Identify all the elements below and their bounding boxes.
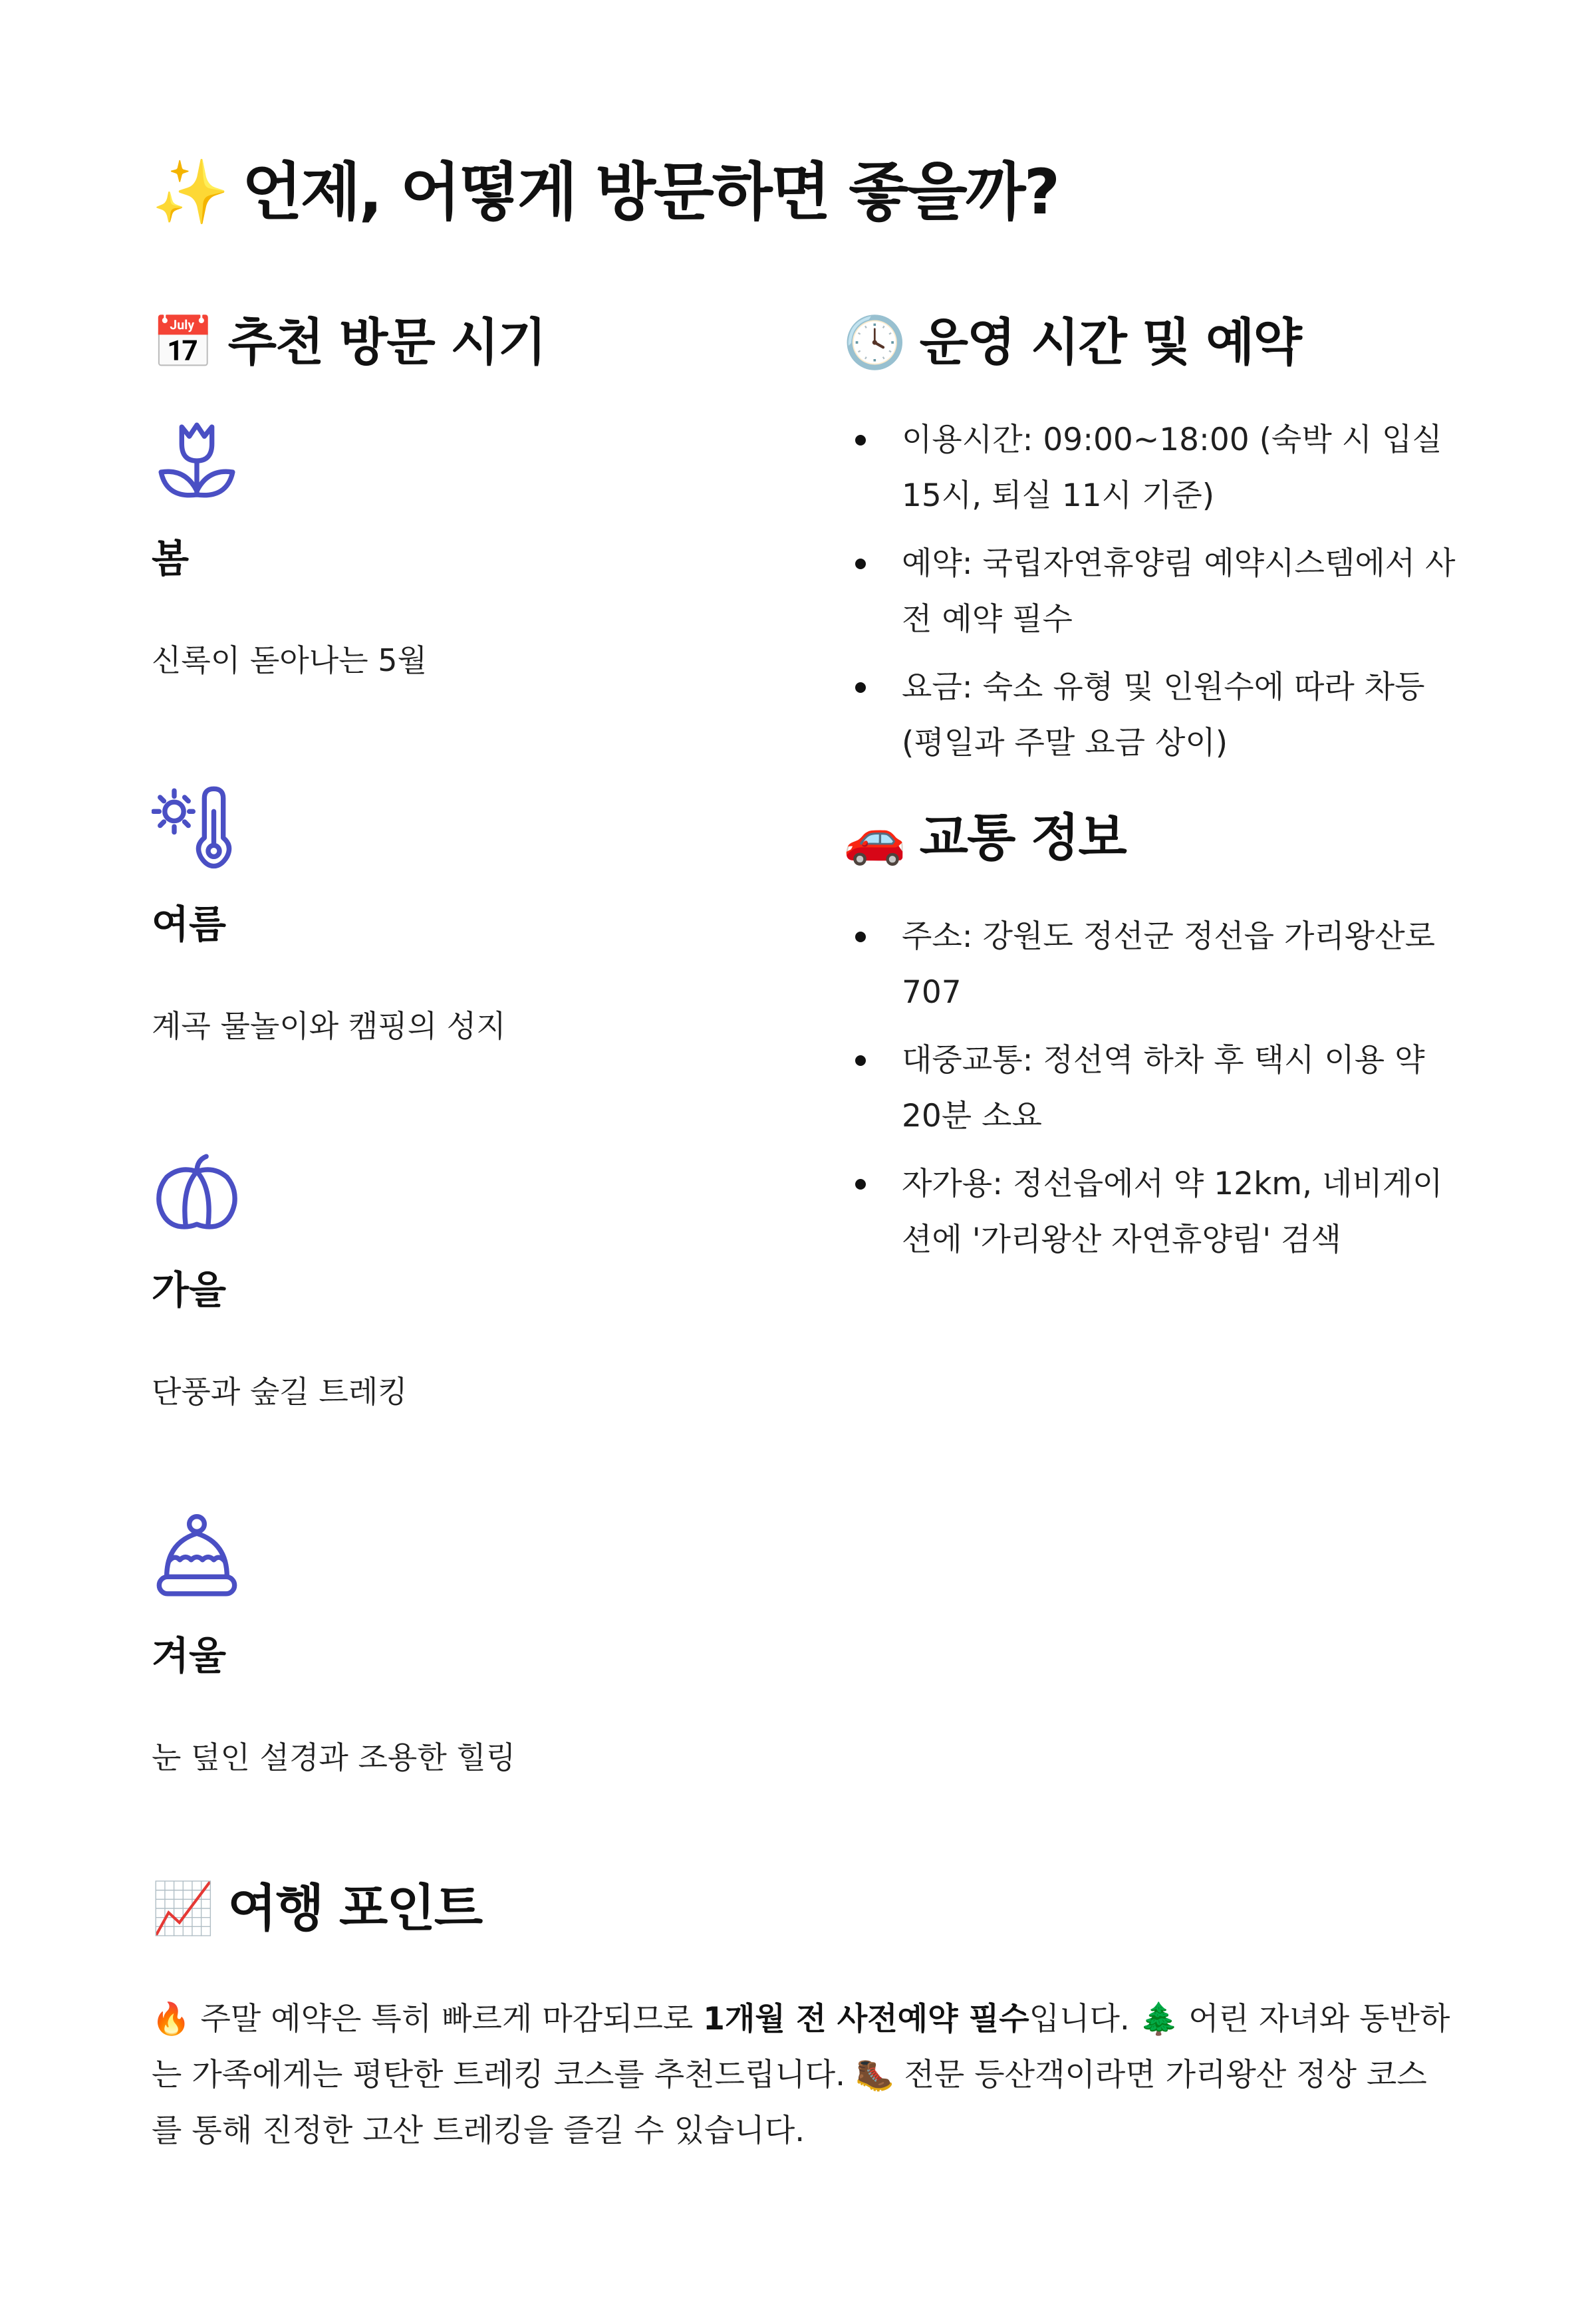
tulip-icon [152, 416, 242, 506]
fire-icon: 🔥 [152, 2001, 191, 2037]
chart-increasing-icon: 📈 [152, 1878, 213, 1938]
section-title-hours-text: 운영 시간 및 예약 [919, 313, 1301, 372]
bullet-dot [855, 682, 866, 693]
list-item-text: 이용시간: 09:00~18:00 (숙박 시 입실 15시, 퇴실 11시 기준) [902, 422, 1442, 514]
section-title-recommended [152, 306, 545, 379]
tree-icon: 🌲 [1139, 2001, 1179, 2037]
season-winter [152, 1513, 750, 1775]
season-desc: 눈 덮인 설경과 조용한 힐링 [152, 1739, 516, 1775]
section-title-recommended-text: 추천 방문 시기 [227, 313, 546, 372]
section-title-hours [843, 306, 1301, 379]
car-icon: 🚗 [843, 808, 905, 867]
page-title-text: 언제, 어떻게 방문하면 좋을까? [242, 156, 1059, 229]
sun-thermometer-icon [152, 781, 242, 872]
tip-text: 어린 자녀와 동반하는 가족에게는 평탄한 트레킹 코스를 추천드립니다. [152, 2001, 1450, 2093]
season-name: 여름 [152, 902, 227, 947]
season-spring [152, 416, 750, 678]
tip-emphasis: 1개월 전 사전예약 필수 [703, 2001, 1029, 2037]
clock-icon: 🕓 [843, 313, 905, 372]
transport-list [846, 909, 1471, 1280]
list-item [846, 1156, 1471, 1268]
list-item [846, 536, 1471, 648]
list-item-text: 자가용: 정선읍에서 약 12km, 네비게이션에 '가리왕산 자연휴양림' 검색 [902, 1166, 1443, 1258]
season-name: 가을 [152, 1267, 227, 1313]
hours-list [846, 412, 1471, 783]
list-item-text: 대중교통: 정선역 하차 후 택시 이용 약 20분 소요 [902, 1042, 1425, 1134]
list-item [846, 660, 1471, 771]
section-title-transport [843, 801, 1126, 874]
list-item-text: 요금: 숙소 유형 및 인원수에 따라 차등 (평일과 주말 요금 상이) [902, 669, 1425, 761]
bullet-dot [855, 1055, 866, 1066]
section-title-points-text: 여행 포인트 [227, 1878, 482, 1938]
tip-text: 전문 등산객이라면 가리왕산 정상 코스를 통해 진정한 고산 트레킹을 즐길 수 있습니다. [152, 2057, 1427, 2149]
sparkles-icon: ✨ [152, 156, 228, 229]
tip-text: 입니다. [1029, 2001, 1130, 2037]
season-summer [152, 781, 750, 1044]
list-item-text: 예약: 국립자연휴양림 예약시스템에서 사전 예약 필수 [902, 545, 1456, 638]
season-desc: 단풍과 숲길 트레킹 [152, 1374, 408, 1410]
page-title [152, 146, 1058, 239]
calendar-icon: 📅 [152, 313, 213, 372]
list-item [846, 412, 1471, 524]
season-desc: 계곡 물놀이와 캠핑의 성지 [152, 1008, 506, 1044]
list-item [846, 909, 1471, 1021]
list-item [846, 1033, 1471, 1144]
season-name: 봄 [152, 536, 190, 581]
travel-tips-paragraph [152, 1992, 1455, 2159]
section-title-points [152, 1872, 481, 1945]
bullet-dot [855, 932, 866, 942]
list-item-text: 주소: 강원도 정선군 정선읍 가리왕산로 707 [902, 918, 1436, 1011]
section-title-transport-text: 교통 정보 [919, 808, 1126, 867]
season-autumn [152, 1147, 750, 1410]
bullet-dot [855, 1179, 866, 1190]
bullet-dot [855, 559, 866, 569]
season-desc: 신록이 돋아나는 5월 [152, 642, 427, 678]
pumpkin-icon [152, 1147, 242, 1237]
tip-text: 주말 예약은 특히 빠르게 마감되므로 [200, 2001, 694, 2037]
hiking-boot-icon: 🥾 [855, 2057, 894, 2093]
bullet-dot [855, 435, 866, 446]
winter-hat-icon [152, 1513, 242, 1603]
season-name: 겨울 [152, 1633, 227, 1678]
